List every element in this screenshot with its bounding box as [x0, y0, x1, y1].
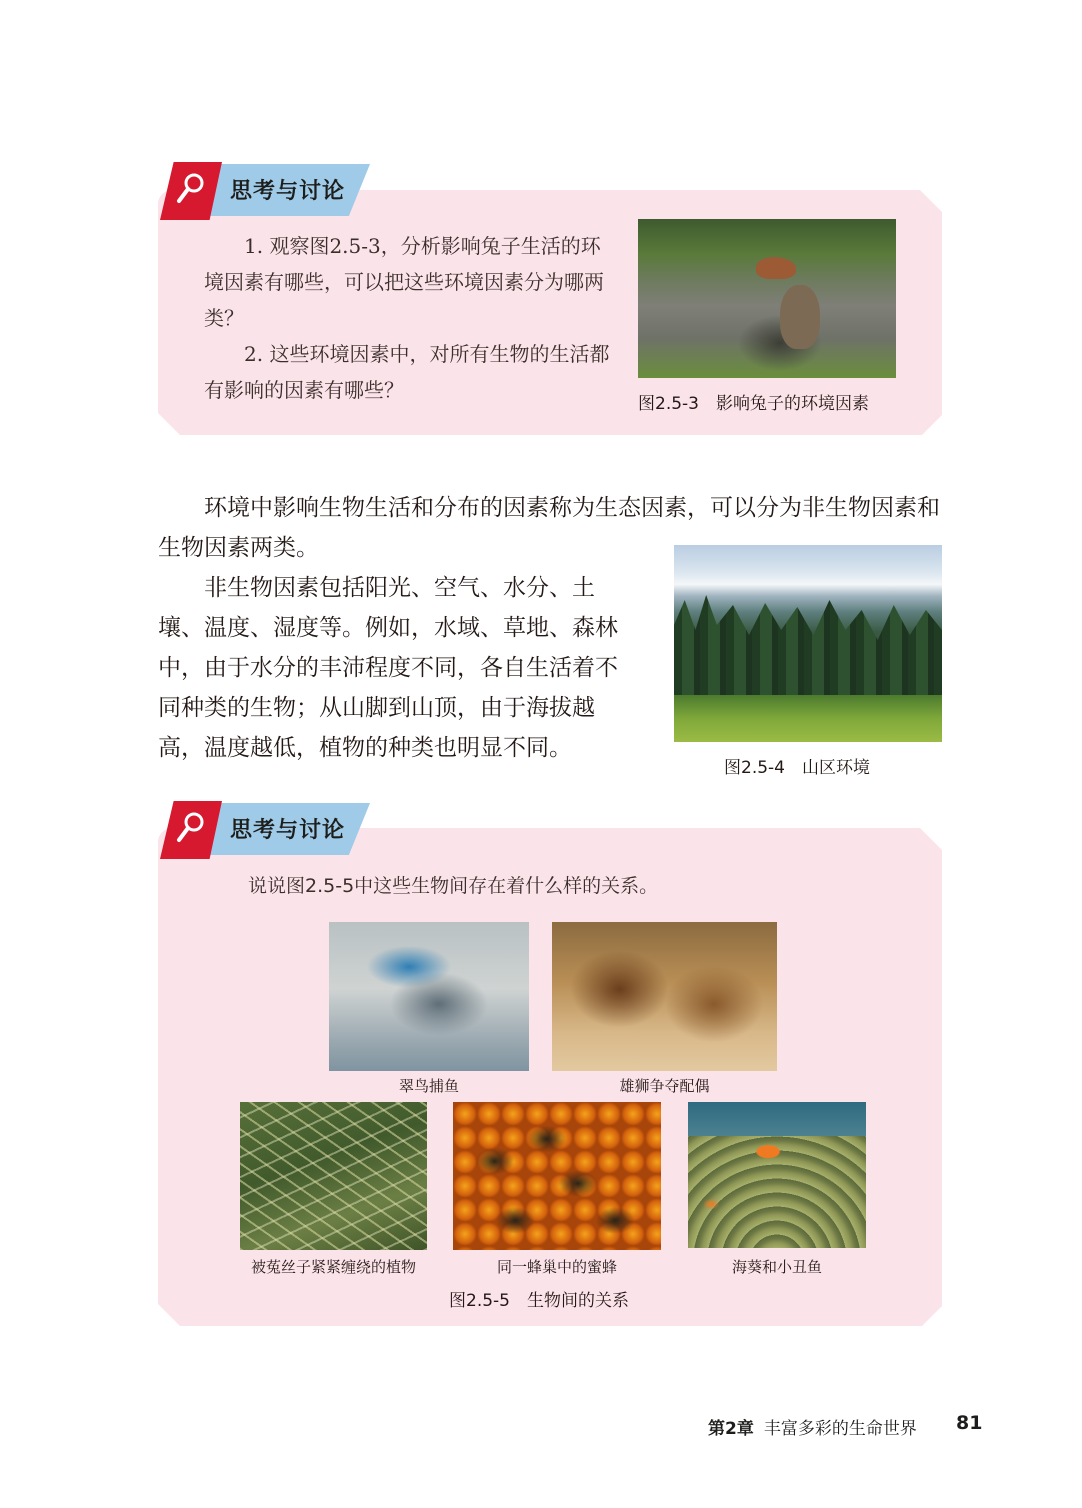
paragraph-1: 环境中影响生物生活和分布的因素称为生态因素，可以分为非生物因素和生物因素两类。 — [158, 495, 940, 561]
page-number: 81 — [956, 1412, 983, 1434]
discussion-title-1: 思考与讨论 — [230, 179, 346, 204]
body-paragraph-2 — [158, 568, 634, 768]
figure-caption-2-5-4: 图2.5-4 山区环境 — [724, 758, 870, 778]
question-1: 1. 观察图2.5-3，分析影响兔子生活的环境因素有哪些，可以把这些环境因素分为哪两类？ — [204, 234, 604, 330]
figure-caption-2-5-5: 图2.5-5 生物间的关系 — [449, 1291, 629, 1311]
fox-figure — [756, 257, 796, 279]
lions-photo — [552, 922, 777, 1071]
caption-lions: 雄狮争夺配偶 — [619, 1077, 710, 1095]
discussion-prompt-2: 说说图2.5-5中这些生物间存在着什么样的关系。 — [248, 875, 659, 897]
caption-kingfisher: 翠鸟捕鱼 — [398, 1077, 459, 1095]
dodder-photo — [240, 1102, 427, 1250]
chapter-title: 丰富多彩的生命世界 — [763, 1419, 917, 1439]
paragraph-2: 非生物因素包括阳光、空气、水分、土壤、温度、湿度等。例如，水域、草地、森林中，由于水分的丰沛程度不同，各自生活着不同种类的生物；从山脚到山顶，由于海拔越高，温度越低，植物的种类也明显不同。 — [158, 575, 618, 761]
figure-caption-2-5-3: 图2.5-3 影响兔子的环境因素 — [638, 394, 869, 414]
bees-photo — [453, 1102, 661, 1250]
water-area — [688, 1102, 866, 1136]
mountain-photo — [674, 545, 942, 742]
discussion-title-2: 思考与讨论 — [230, 818, 346, 843]
discussion-header-1 — [158, 164, 370, 218]
kingfisher-photo — [329, 922, 529, 1071]
forest-treeline — [674, 595, 942, 695]
caption-anemone: 海葵和小丑鱼 — [731, 1258, 822, 1276]
page-footer — [708, 1414, 917, 1440]
magnifier-icon — [176, 811, 206, 845]
discussion-header-2 — [158, 803, 370, 857]
question-2: 2. 这些环境因素中，对所有生物的生活都有影响的因素有哪些？ — [204, 342, 610, 402]
magnifier-icon — [176, 172, 206, 206]
chapter-label: 第2章 — [708, 1419, 754, 1439]
caption-bees: 同一蜂巢中的蜜蜂 — [496, 1258, 617, 1276]
hare-figure — [780, 285, 820, 349]
caption-dodder: 被菟丝子紧紧缠绕的植物 — [250, 1258, 416, 1276]
rabbit-fox-photo — [638, 219, 896, 378]
discussion-questions-1 — [204, 228, 612, 408]
anemone-photo — [688, 1102, 866, 1248]
